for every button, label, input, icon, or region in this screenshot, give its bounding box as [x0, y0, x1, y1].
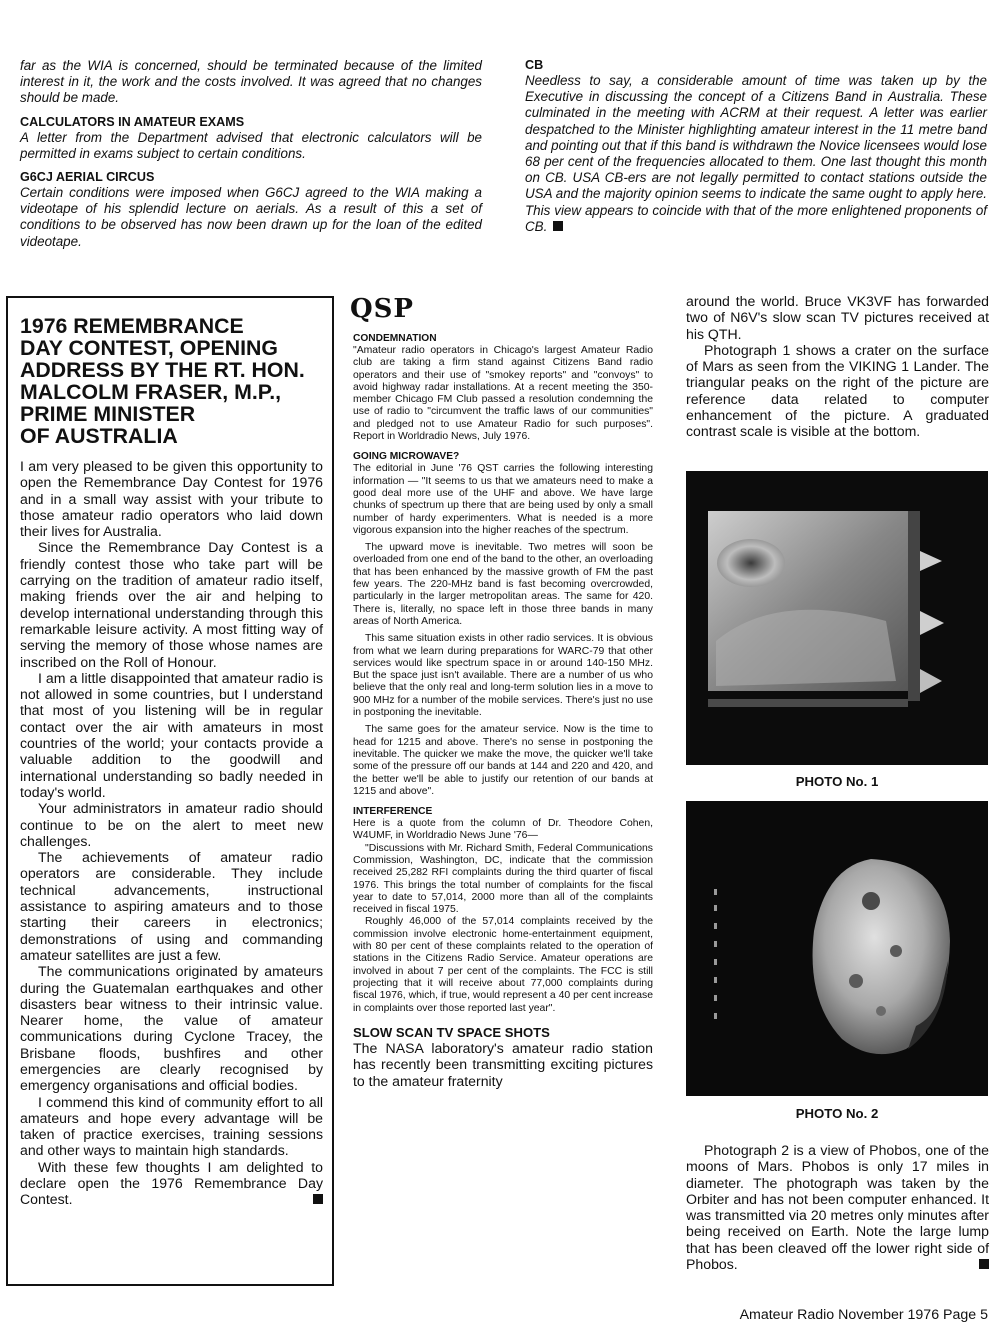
microwave-heading: GOING MICROWAVE?: [353, 451, 460, 463]
title-line: 1976 REMEMBRANCE: [20, 314, 244, 338]
phobos-image: [686, 801, 988, 1096]
calculators-heading: CALCULATORS IN AMATEUR EXAMS: [20, 114, 245, 129]
paragraph: I commend this kind of community effort to all amateurs and hope every advantage will be taken of practice exercises, training sessions and other ways to maintain high standards.: [20, 1093, 323, 1159]
paragraph: Roughly 46,000 of the 57,014 complaints received by the commission involve electronic home-entertainment equipment, with 80 per cent of these complaints related to the operation of stations in the Citizens Radio Service. Amateur operations are involved in about 7 per cent of the complaints. The FCC is still projecting that it will receive about 77,000 complaints during fiscal 1976, which, if true, would represent a 40 per cent increase in complaints over those reported last year".: [353, 916, 653, 1014]
g6cj-text: Certain conditions were imposed when G6CJ agreed to the WIA making a videotape of his splendid lecture on aerials. As a result of this a set of conditions to be observed has now been drawn up for the loan of the edited videotape.: [20, 185, 482, 249]
paragraph-last: [20, 1159, 323, 1208]
photo-phobos: [686, 801, 988, 1096]
photo2-description-block: [686, 1142, 989, 1272]
photo1-description: Photograph 1 shows a crater on the surface of Mars as seen from the VIKING 1 Lander. The triangular peaks on the right of the picture are reference data related to computer enhancement of the picture. A graduated contrast scale is visible at the bottom.: [686, 341, 989, 440]
paragraph: Here is a quote from the column of Dr. Theodore Cohen, W4UMF, in Worldradio News June '76—: [353, 818, 653, 842]
paragraph: I am very pleased to be given this opportunity to open the Remembrance Day Contest for 1976 and in a small way assist with your tribute to those amateur radio operators who laid down their lives for Australia.: [20, 458, 323, 540]
qsp-logo: QSP: [350, 294, 414, 324]
paragraph: The upward move is inevitable. Two metres will soon be overloaded from one end of the band to the other, an overloading that has been enhanced by the massive growth of FM the past few years. The 220-MHz band is fast becoming overcrowded, particularly in the larger metropolitan areas. The same for 420. There is, literally, no space left in those three bands in many areas of North America.: [353, 542, 653, 627]
top-left-column: [20, 58, 482, 250]
calculators-text: A letter from the Department advised that electronic calculators will be permitted in exams subject to certain conditions.: [20, 129, 482, 161]
page-footer: Amateur Radio November 1976 Page 5: [739, 1307, 988, 1323]
right-column-top: [686, 293, 989, 440]
end-of-article-mark: [553, 221, 563, 231]
article-title: [20, 315, 325, 447]
continued-paragraph: around the world. Bruce VK3VF has forwarded two of N6V's slow scan TV pictures received at his QTH.: [686, 293, 989, 342]
paragraph: I am a little disappointed that amateur radio is not allowed in some countries, but I understand that most of you listening will be in regular contact over the air with amateurs in most countries of the world; your contacts provide a valuable addition to the goodwill and international understanding so badly needed in today's world.: [20, 669, 323, 800]
top-right-column: [525, 58, 987, 235]
paragraph: The achievements of amateur radio operators are considerable. They include technical advancements, instructional assistance to aspiring amateurs and to those starting their careers in electronics; demonstrations of using and commanding amateur satellites are just a few.: [20, 849, 323, 963]
paragraph: The same goes for the amateur service. Now is the time to head for 1215 and above. There's no sense in postponing the inevitable. The quicker we make the move, the quicker we'll take some of the pressure off our bands at 144 and 220 and 420, and the better we'll be able to justify our retention of our bands at 1215 and above".: [353, 724, 653, 797]
g6cj-heading: G6CJ AERIAL CIRCUS: [20, 170, 155, 185]
paragraph: Since the Remembrance Day Contest is a friendly contest those who take part will be carrying on the tradition of amateur radio itself, making friends over the air and helping to develop international understanding through this remarkable leisure activity. A most fitting way of serving the memory of those whose names are inscribed on the Roll of Honour.: [20, 539, 323, 670]
photo-mars-crater: [686, 471, 988, 765]
qsp-column: [353, 333, 653, 1089]
paragraph-text: With these few thoughts I am delighted to declare open the 1976 Remembrance Day Contest.: [20, 1158, 323, 1208]
title-line: ADDRESS BY THE RT. HON.: [20, 358, 305, 382]
title-line: OF AUSTRALIA: [20, 424, 178, 448]
paragraph: "Discussions with Mr. Richard Smith, Federal Communications Commission, Washington, DC, indicate that the commission received 25,282 RFI complaints during the third quarter of fiscal 1976. This brings the total number of complaints for the fiscal year to date to 57,014, 2000 more than all of the complaints received in fiscal 1975.: [353, 842, 653, 916]
paragraph: Your administrators in amateur radio should continue to be on the alert to meet new challenges.: [20, 800, 323, 849]
interference-heading: INTERFERENCE: [353, 806, 433, 818]
mars-crater-image: [686, 471, 988, 765]
cb-heading: CB: [525, 58, 544, 72]
photo2-caption: PHOTO No. 2: [795, 1106, 879, 1121]
photo1-caption: PHOTO No. 1: [795, 774, 879, 789]
paragraph: The editorial in June '76 QST carries the following interesting information — "It seems to us that we amateurs need to make a good deal more use of the UHF and above. We have large chunks of spectrum up there that are being used by only a small number of hardy experimenters. What is needed is a more vigorous expansion into the higher reaches of the spectrum.: [353, 463, 653, 536]
right-column-bottom: [686, 1142, 989, 1272]
condemnation-text: "Amateur radio operators in Chicago's largest Amateur Radio club are taking a firm stand against Citizens Band radio operators and their use of "smokey reports" and "convoys" to avoid highway radar installations. At a recent meeting the 350-member Chicago FM Club passed a resolution condemning the use of radio to "circumvent the traffic laws of our communities" and pledged not to use Amateur Radio for such purposes". Report in Worldradio News, July 1976.: [353, 345, 653, 443]
cb-text: Needless to say, a considerable amount of time was taken up by the Executive in discussing the concept of a Citizens Band in Australia. These culminated in the meeting with ACRM at their request. A letter was earlier despatched to the Minister highlighting amateur interest in the 11 metre band and pointing out that if this band is withdrawn the Novice licensees would lose 68 per cent of the frequencies allocated to them. One last thought this month on CB. USA CB-ers are not legally permitted to contact stations outside the USA and the majority opinion seems to indicate the same ought to apply here. This view appears to coincide with that of the more enlightened proponents of CB.: [525, 73, 987, 234]
slowscan-text: The NASA laboratory's amateur radio station has recently been transmitting exciting pictures to the amateur fraternity: [353, 1039, 653, 1089]
continued-paragraph: far as the WIA is concerned, should be terminated because of the limited interest in it, the work and the costs involved. It was agreed that no changes should be made.: [20, 58, 482, 106]
condemnation-heading: CONDEMNATION: [353, 333, 437, 344]
paragraph: This same situation exists in other radio services. It is obvious from what we learn during preparations for WARC-79 that other services would like spectrum space in or around 140-150 MHz. But the space just isn't available. There are a number of us who believe that the only real and long-term solution lies in a move to 900 MHz for a number of the mobile services. There's just no use in postponing the inevitable.: [353, 633, 653, 719]
title-line: MALCOLM FRASER, M.P.,: [20, 380, 282, 404]
title-line: PRIME MINISTER: [20, 402, 196, 426]
photo2-description: Photograph 2 is a view of Phobos, one of the moons of Mars. Phobos is only 17 miles in diameter. The photograph was taken by the Orbiter and has not been computer enhanced. It was transmitted via 20 metres only minutes after being received on Earth. Note the large lump that has been cleaved off the lower right side of Phobos.: [686, 1142, 989, 1273]
title-line: DAY CONTEST, OPENING: [20, 336, 278, 360]
cb-text-block: [525, 73, 987, 235]
paragraph: The communications originated by amateurs during the Guatemalan earthquakes and other disasters bear witness to their intrinsic value. Nearer home, the value of amateur communications during Cyclone Tracey, the Brisbane floods, bushfires and other emergencies are clearly recognised by emergency organisations and official bodies.: [20, 963, 323, 1094]
end-of-article-mark: [313, 1194, 323, 1204]
slowscan-heading: SLOW SCAN TV SPACE SHOTS: [353, 1024, 550, 1040]
end-of-article-mark: [979, 1259, 989, 1269]
article-body: [20, 458, 323, 1208]
